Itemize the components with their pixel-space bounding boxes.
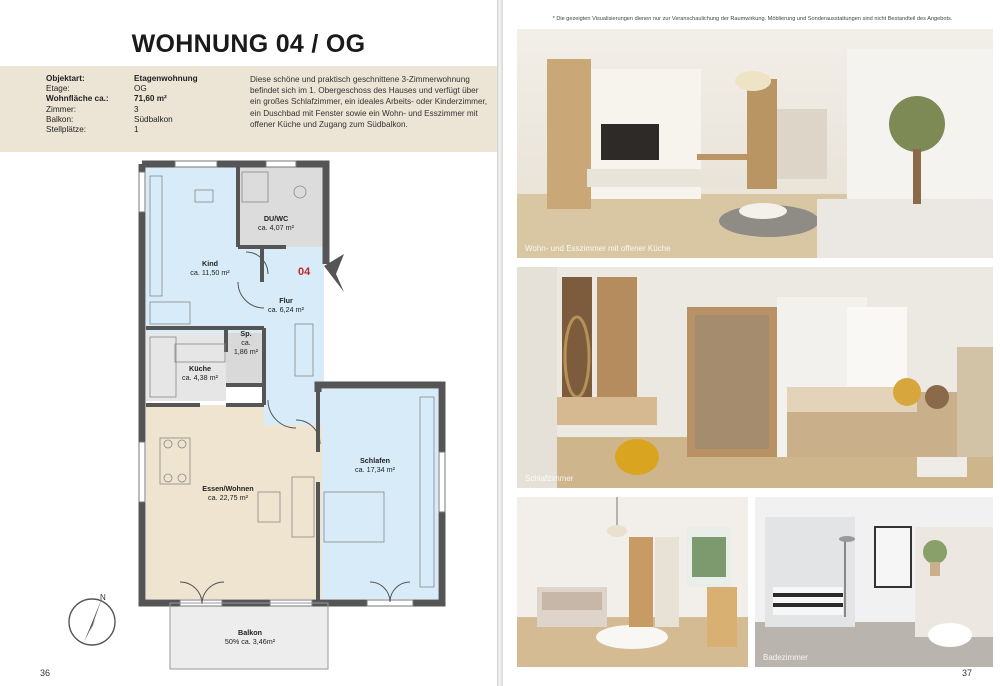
room-name: Flur — [279, 296, 293, 305]
compass-letter: N — [100, 593, 106, 602]
room-name: Sp. — [240, 329, 252, 338]
room-area: ca. 4,38 m² — [182, 373, 218, 382]
spec-row — [46, 105, 234, 115]
room-label-duwc — [246, 214, 306, 232]
room-name: Balkon — [238, 628, 262, 637]
photo-caption: Badezimmer — [763, 653, 808, 662]
bedroom-image — [517, 267, 993, 488]
living-room-image — [517, 29, 993, 258]
room-label-balkon — [205, 628, 295, 646]
disclaimer: * Die gezeigten Visualisierungen dienen nur zur Veranschaulichung der Raumwirkung. Möblierung und Sonderausstattungen sind nicht Bestandteil des Angebots. — [552, 16, 953, 22]
floor-plan — [0, 152, 497, 686]
room-area: ca. 17,34 m² — [355, 465, 395, 474]
room-area: ca. 6,24 m² — [268, 305, 304, 314]
spec-row — [46, 74, 234, 84]
spec-key: Zimmer: — [46, 104, 77, 114]
room-area: 50% ca. 3,46m² — [224, 637, 276, 646]
room-label-schlafen — [340, 456, 410, 474]
room-name: Küche — [189, 364, 211, 373]
kids-room-image — [517, 497, 748, 667]
room-name: Essen/Wohnen — [202, 484, 254, 493]
room-area: ca. 11,50 m² — [190, 268, 230, 277]
room-name: Schlafen — [360, 456, 390, 465]
room-area: ca. 22,75 m² — [208, 493, 248, 502]
photo-caption: Schlafzimmer — [525, 474, 574, 483]
room-label-sp — [228, 329, 264, 356]
room-name: Kind — [202, 259, 218, 268]
room-label-essen — [188, 484, 268, 502]
photo-kids-room — [517, 497, 748, 667]
photo-bathroom — [755, 497, 993, 667]
room-flur-lower-fill — [264, 385, 322, 425]
spec-row — [46, 94, 234, 104]
spec-value: OG — [134, 84, 147, 94]
spec-key: Wohnfläche ca.: — [46, 94, 109, 104]
spec-value: 3 — [134, 104, 139, 114]
room-duwc-fill — [238, 167, 324, 247]
room-schlafen-fill — [322, 389, 438, 599]
spec-key: Objektart: — [46, 74, 85, 83]
floor-plan-drawing — [0, 152, 497, 686]
spec-row — [46, 125, 234, 135]
page-number: 36 — [40, 668, 51, 678]
apartment-description: Diese schöne und praktisch geschnittene 3-Zimmerwohnung befindet sich im 1. Obergeschoss des Hauses und verfügt über ein großes Schlafzimmer, ein ideales Arbeits- oder Kinderzimmer, ein Duschbad mit Fenster sowie ein Wohn- und Esszimmer mit offener Küche und Zugang zum Südbalkon. — [250, 75, 488, 129]
apartment-marker: 04 — [298, 266, 311, 278]
room-label-flur — [256, 296, 316, 314]
spec-value: Etagenwohnung — [134, 74, 198, 83]
room-label-kind — [175, 259, 245, 277]
room-essen-fill — [146, 405, 322, 599]
left-page — [0, 0, 497, 686]
room-label-kueche — [170, 364, 230, 382]
spec-row — [46, 84, 234, 94]
info-band — [0, 66, 497, 152]
right-page — [503, 0, 1000, 686]
spec-key: Stellplätze: — [46, 125, 87, 135]
room-kind-fill — [146, 167, 238, 333]
spec-value: Südbalkon — [134, 114, 173, 124]
page-title: WOHNUNG 04 / OG — [131, 30, 366, 58]
spec-key: Balkon: — [46, 114, 74, 124]
room-name: DU/WC — [263, 214, 289, 223]
spec-row — [46, 115, 234, 125]
page-number: 37 — [961, 668, 972, 678]
specs-table — [46, 74, 234, 135]
room-area: 1,86 m² — [233, 347, 259, 356]
spec-value: 1 — [134, 125, 139, 135]
photo-bedroom — [517, 267, 993, 488]
room-area: ca. 4,07 m² — [258, 223, 294, 232]
spec-key: Etage: — [46, 84, 70, 94]
room-area: ca. — [241, 338, 251, 347]
compass-icon — [69, 593, 115, 645]
bathroom-image — [755, 497, 993, 667]
spec-value: 71,60 m² — [134, 94, 167, 104]
photo-caption: Wohn- und Esszimmer mit offener Küche — [525, 244, 671, 253]
photo-living-room — [517, 29, 993, 258]
